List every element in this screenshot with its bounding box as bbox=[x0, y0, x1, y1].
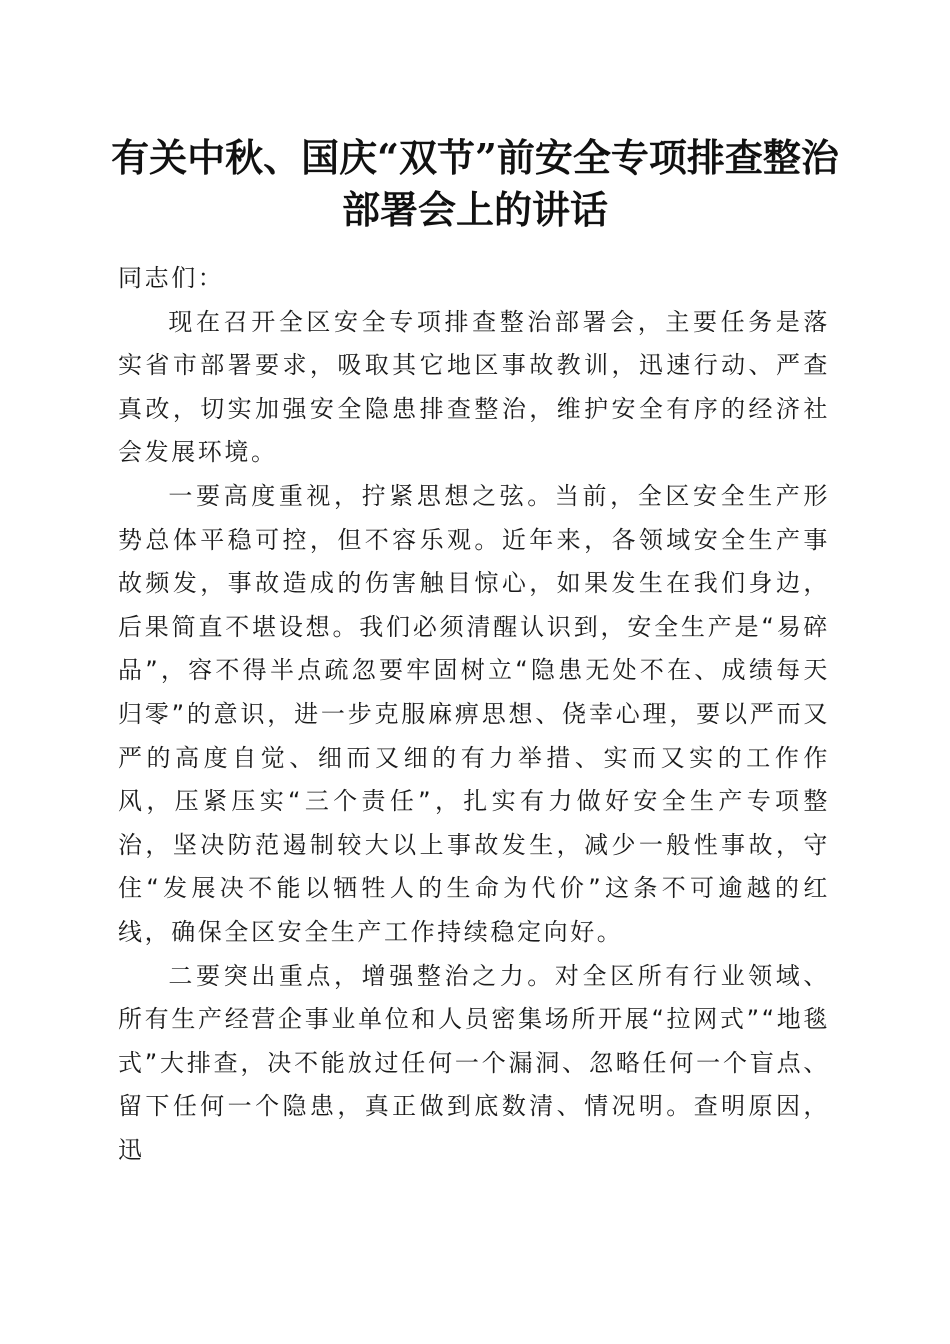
paragraph-point-one: 一要高度重视，拧紧思想之弦。当前，全区安全生产形势总体平稳可控，但不容乐观。近年来，各领域安全生产事故频发，事故造成的伤害触目惊心，如果发生在我们身边，后果简直不堪设想。我们必须清醒认识到，安全生产是“易碎品”，容不得半点疏忽要牢固树立“隐患无处不在、成绩每天归零”的意识，进一步克服麻痹思想、侥幸心理，要以严而又严的高度自觉、细而又细的有力举措、实而又实的工作作风，压紧压实“三个责任”，扎实有力做好安全生产专项整治，坚决防范遏制较大以上事故发生，减少一般性事故，守住“发展决不能以牺牲人的生命为代价”这条不可逾越的红线，确保全区安全生产工作持续稳定向好。 bbox=[118, 481, 830, 946]
document-body bbox=[118, 257, 830, 1172]
paragraph-intro: 现在召开全区安全专项排查整治部署会，主要任务是落实省市部署要求，吸取其它地区事故教训，迅速行动、严查真改，切实加强安全隐患排查整治，维护安全有序的经济社会发展环境。 bbox=[118, 307, 830, 467]
document-title bbox=[100, 132, 850, 236]
title-line-2: 部署会上的讲话 bbox=[341, 187, 608, 232]
title-line-1: 有关中秋、国庆“双节”前安全专项排查整治 bbox=[111, 135, 839, 180]
paragraph-point-two: 二要突出重点，增强整治之力。对全区所有行业领域、所有生产经营企事业单位和人员密集场所开展“拉网式”“地毯式”大排查，决不能放过任何一个漏洞、忽略任何一个盲点、留下任何一个隐患，真正做到底数清、情况明。查明原因，迅 bbox=[118, 961, 830, 1164]
salutation: 同志们： bbox=[118, 264, 225, 292]
